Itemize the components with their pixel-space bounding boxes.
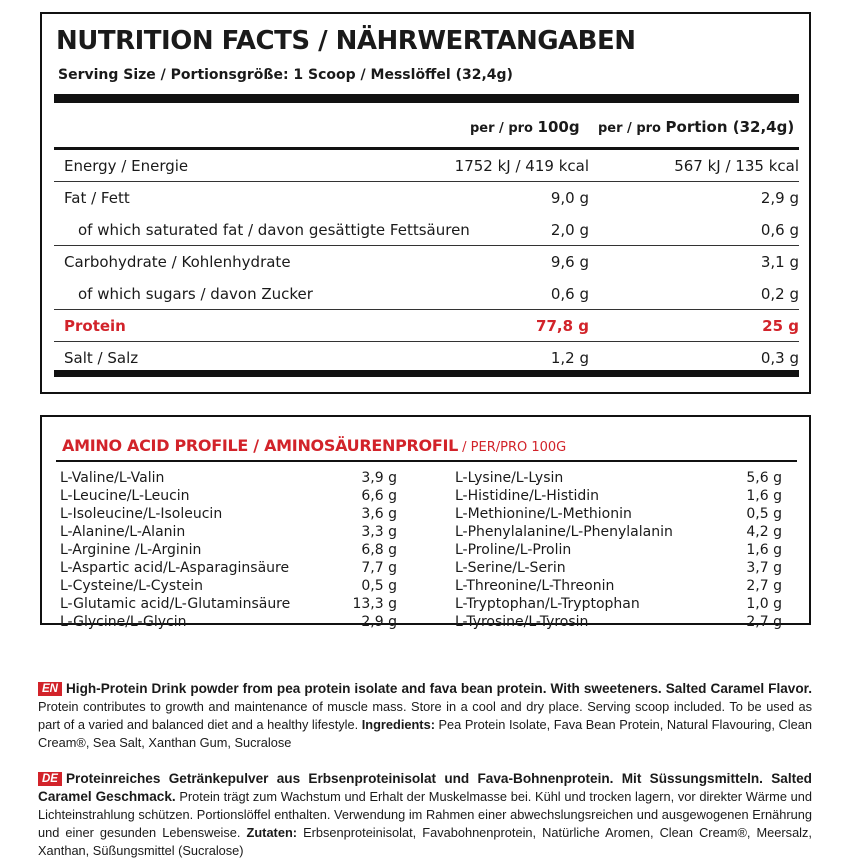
amino-value: 6,6 g xyxy=(361,488,397,504)
amino-name: L-Tryptophan/L-Tryptophan xyxy=(455,596,640,612)
row-value-100g: 77,8 g xyxy=(536,317,589,335)
row-value-100g: 9,6 g xyxy=(550,253,589,271)
amino-row xyxy=(60,524,397,542)
amino-row xyxy=(60,488,397,506)
amino-row xyxy=(60,596,397,614)
row-value-portion: 25 g xyxy=(762,317,799,335)
row-label: Energy / Energie xyxy=(64,157,189,175)
amino-name: L-Arginine /L-Arginin xyxy=(60,542,202,558)
nutrition-row-saturated-fat xyxy=(54,214,799,246)
amino-row xyxy=(455,560,782,578)
english-headline: High-Protein Drink powder from pea protein isolate and fava bean protein. With sweeteners. Salted Caramel Flavor. xyxy=(65,681,812,696)
amino-name: L-Phenylalanine/L-Phenylalanin xyxy=(455,524,673,540)
amino-name: L-Threonine/L-Threonin xyxy=(455,578,615,594)
amino-acid-panel xyxy=(40,415,811,630)
amino-value: 3,7 g xyxy=(746,560,782,576)
amino-title-main: AMINO ACID PROFILE / AMINOSÄURENPROFIL xyxy=(62,436,459,455)
nutrition-row-protein xyxy=(54,310,799,342)
amino-row xyxy=(455,596,782,614)
amino-name: L-Methionine/L-Methionin xyxy=(455,506,632,522)
row-value-100g: 0,6 g xyxy=(550,285,589,303)
german-ingredients: Erbsenproteinisolat, Favabohnenprotein, Natürliche Aromen, Clean Cream®, Meersalz, Xanthan, Süßungsmittel (Sucralose) xyxy=(38,825,812,858)
amino-value: 3,6 g xyxy=(361,506,397,522)
amino-name: L-Glutamic acid/L-Glutaminsäure xyxy=(60,596,291,612)
row-value-100g: 1752 kJ / 419 kcal xyxy=(454,157,589,175)
amino-value: 1,6 g xyxy=(746,488,782,504)
amino-row xyxy=(60,506,397,524)
column-header-per-portion xyxy=(598,118,794,136)
german-description xyxy=(38,770,812,860)
amino-name: L-Aspartic acid/L-Asparaginsäure xyxy=(60,560,290,576)
nutrition-row-fat xyxy=(54,182,799,214)
amino-row xyxy=(455,524,782,542)
amino-name: L-Serine/L-Serin xyxy=(455,560,566,576)
amino-name: L-Valine/L-Valin xyxy=(60,470,165,486)
row-label: Carbohydrate / Kohlenhydrate xyxy=(64,253,291,271)
row-value-100g: 1,2 g xyxy=(550,349,589,367)
amino-title-unit: / PER/PRO 100G xyxy=(458,440,567,455)
amino-name: L-Alanine/L-Alanin xyxy=(60,524,186,540)
row-value-portion: 567 kJ / 135 kcal xyxy=(674,157,799,175)
amino-row xyxy=(455,506,782,524)
amino-value: 3,9 g xyxy=(361,470,397,486)
amino-value: 5,6 g xyxy=(746,470,782,486)
row-label: Protein xyxy=(64,317,126,335)
amino-row xyxy=(60,542,397,560)
row-label: of which sugars / davon Zucker xyxy=(78,285,313,303)
row-value-100g: 9,0 g xyxy=(550,189,589,207)
amino-row xyxy=(455,578,782,596)
german-body: Protein trägt zum Wachstum und Erhalt der Muskelmasse bei. Kühl und trocken lagern, vor direkter Wärme und Lichteinstrahlung schützen. Portionslöffel enthalten. Verwendung im Rahmen einer abwechslungsreichen und ausgewogenen Ernährung und einer gesunden Lebensweise. xyxy=(38,789,812,840)
amino-value: 13,3 g xyxy=(352,596,397,612)
amino-row xyxy=(60,470,397,488)
language-tag-de: DE xyxy=(38,772,62,786)
row-value-portion: 0,3 g xyxy=(760,349,799,367)
amino-value: 4,2 g xyxy=(746,524,782,540)
amino-value: 7,7 g xyxy=(361,560,397,576)
english-ingredients: Pea Protein Isolate, Fava Bean Protein, Natural Flavouring, Clean Cream®, Sea Salt, Xanthan Gum, Sucralose xyxy=(38,717,812,750)
amino-divider xyxy=(56,460,797,462)
row-value-portion: 3,1 g xyxy=(760,253,799,271)
column-header-main: 100g xyxy=(537,118,580,136)
nutrition-row-sugars xyxy=(54,278,799,310)
row-label: Fat / Fett xyxy=(64,189,130,207)
amino-name: L-Tyrosine/L-Tyrosin xyxy=(455,614,589,630)
amino-value: 2,7 g xyxy=(746,614,782,630)
row-value-100g: 2,0 g xyxy=(550,221,589,239)
amino-value: 3,3 g xyxy=(361,524,397,540)
amino-row xyxy=(455,542,782,560)
english-ingredients-label: Ingredients: xyxy=(361,717,435,732)
amino-title xyxy=(62,436,566,455)
amino-name: L-Glycine/L-Glycin xyxy=(60,614,187,630)
amino-row xyxy=(60,614,397,632)
serving-size: Serving Size / Portionsgröße: 1 Scoop / Messlöffel (32,4g) xyxy=(58,67,513,83)
amino-name: L-Cysteine/L-Cystein xyxy=(60,578,203,594)
amino-value: 2,7 g xyxy=(746,578,782,594)
bottom-divider xyxy=(54,370,799,377)
amino-row xyxy=(60,578,397,596)
amino-value: 0,5 g xyxy=(746,506,782,522)
top-divider xyxy=(54,94,799,103)
german-headline: Proteinreiches Getränkepulver aus Erbsenproteinisolat und Fava-Bohnenprotein. Mit Süssungsmitteln. Salted Caramel Geschmack. xyxy=(38,771,812,804)
column-header-per-100g xyxy=(470,118,580,136)
nutrition-row-energy xyxy=(54,150,799,182)
amino-value: 0,5 g xyxy=(361,578,397,594)
column-header-prefix: per / pro xyxy=(598,121,666,136)
english-description xyxy=(38,680,812,752)
amino-row xyxy=(455,488,782,506)
amino-name: L-Isoleucine/L-Isoleucin xyxy=(60,506,223,522)
amino-row xyxy=(455,470,782,488)
amino-value: 1,6 g xyxy=(746,542,782,558)
nutrition-facts-panel xyxy=(40,12,811,394)
nutrition-row-carbohydrate xyxy=(54,246,799,278)
amino-name: L-Leucine/L-Leucin xyxy=(60,488,190,504)
german-ingredients-label: Zutaten: xyxy=(246,825,298,840)
row-value-portion: 2,9 g xyxy=(760,189,799,207)
english-body: Protein contributes to growth and maintenance of muscle mass. Store in a cool and dry place. Serving scoop included. To be used as part of a varied and balanced diet and a healthy lifestyle. xyxy=(38,699,812,732)
amino-name: L-Proline/L-Prolin xyxy=(455,542,572,558)
row-label: of which saturated fat / davon gesättigte Fettsäuren xyxy=(78,221,470,239)
nutrition-title: NUTRITION FACTS / NÄHRWERTANGABEN xyxy=(56,26,636,56)
amino-name: L-Histidine/L-Histidin xyxy=(455,488,600,504)
amino-row xyxy=(60,560,397,578)
amino-value: 1,0 g xyxy=(746,596,782,612)
amino-name: L-Lysine/L-Lysin xyxy=(455,470,564,486)
column-header-prefix: per / pro xyxy=(470,121,538,136)
row-value-portion: 0,2 g xyxy=(760,285,799,303)
row-label: Salt / Salz xyxy=(64,349,139,367)
amino-value: 6,8 g xyxy=(361,542,397,558)
amino-value: 2,9 g xyxy=(361,614,397,630)
column-header-main: Portion (32,4g) xyxy=(665,118,795,136)
language-tag-en: EN xyxy=(38,682,62,696)
amino-row xyxy=(455,614,782,632)
row-value-portion: 0,6 g xyxy=(760,221,799,239)
